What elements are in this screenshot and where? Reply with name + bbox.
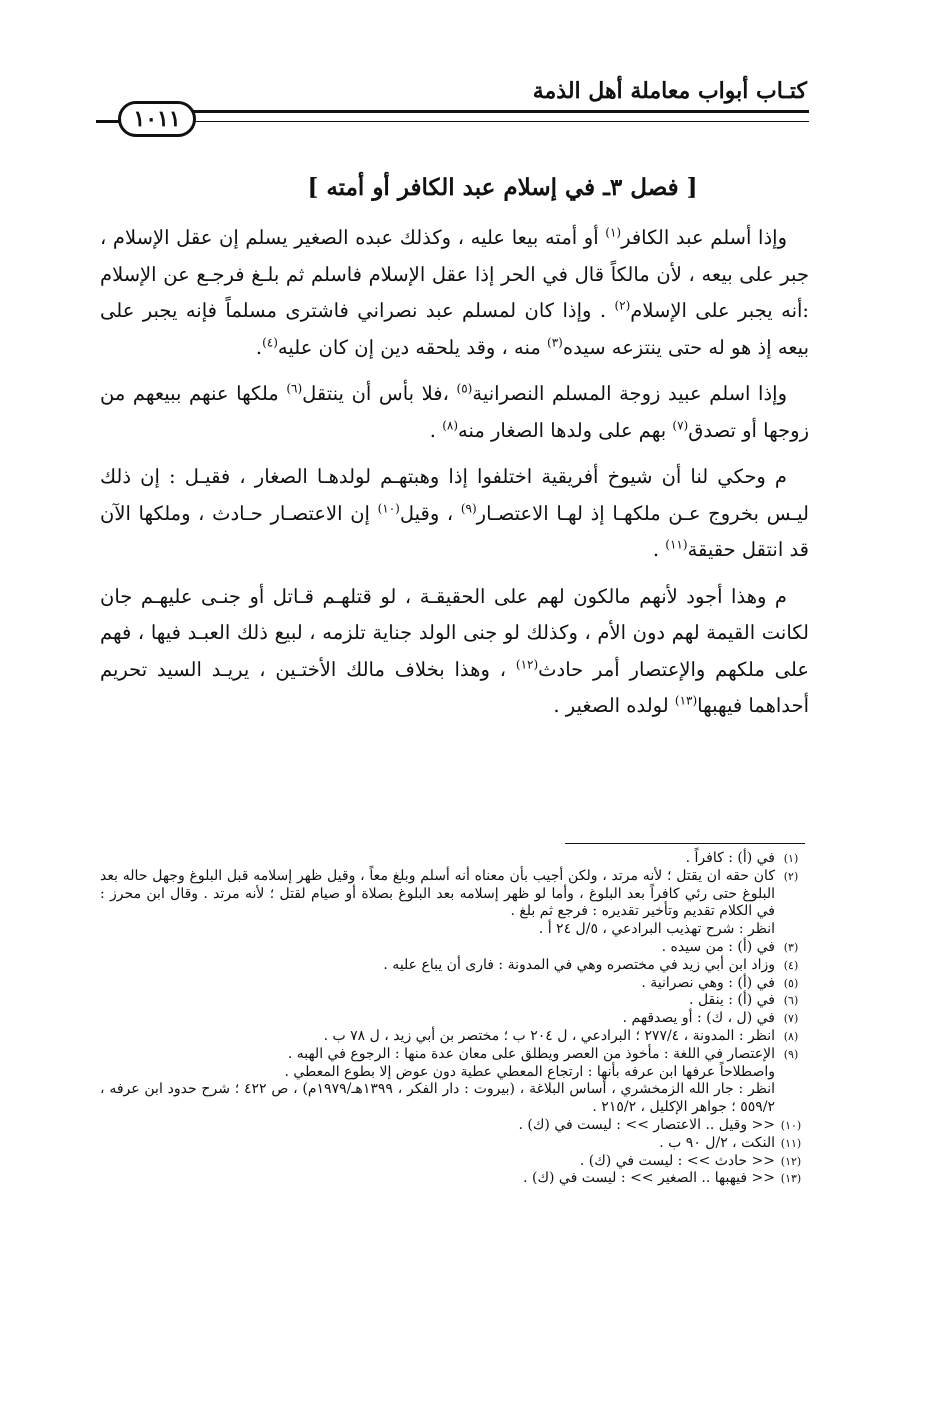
footnote-line: انظر : جار الله الزمخشري ، أساس البلاغة ، (بيروت : دار الفكر ، ١٣٩٩هـ/١٩٧٩م) ، ص ٤٢٢ ؛ شرح حدود ابن عرفه ، ٥٥٩/٢ ؛ جواهر الإكليل ، ٢١٥/٢ . [100,1081,775,1116]
footnote-ref: (١١) [665,537,688,552]
body-text-run: وإذا اسلم عبيد زوجة المسلم النصرانية [472,382,787,405]
footnote-number: (٩) [783,1047,799,1061]
footnote-ref: (١٣) [674,693,698,708]
footnote-line: << فيهبها .. الصغير >> : ليست في (ك) . [523,1170,775,1187]
body-text-run: . [652,538,666,561]
footnote [100,939,807,957]
footnote-text [100,1010,775,1028]
footnote-line: في (أ) : ينقل . [689,992,775,1009]
body-text-run: م وحكي لنا أن شيوخ أفريقية اختلفوا إذا وهبتهـم لولدهـا الصغار ، فقيـل : إن ذلك ليـس بخروج عـن ملكهـا إذ لهـا الاعتصـار [100,465,809,525]
page-number: ١٠١١ [118,101,196,137]
body-text-run: وإذا أسلم عبد الكافر [621,226,787,249]
footnote-number: (١) [783,852,799,865]
footnote-number: (٢) [783,869,799,883]
body-paragraph [100,376,809,449]
footnote-text [100,1028,775,1046]
main-text [100,220,809,735]
footnote [100,1046,807,1117]
footnote-text [100,939,775,957]
footnote-line: انظر : شرح تهذيب البرادعي ، ٥/ل ٢٤ أ . [538,921,775,938]
footnote-ref: (١٢) [515,657,539,671]
body-paragraph [100,459,809,569]
footnote-text [100,957,775,975]
footnote [100,957,807,975]
footnote-line: في (أ) : من سيده . [661,938,775,955]
footnote-line: في (ل ، ك) : أو يصدقهم . [622,1010,775,1027]
footnote-ref: (٤) [262,335,278,349]
footnote-text [100,992,775,1010]
body-text-run: ،فلا بأس أن ينتقل [302,382,457,405]
body-text-run: . وإذا كان لمسلم عبد نصراني فاشترى مسلماً فإنه يجبر على بيعه إذ هو له حتى ينتزعه سيده [100,299,809,359]
footnote [100,1135,807,1153]
footnote-text [100,1153,775,1171]
footnote-line: انظر : المدونة ، ٢٧٧/٤ ؛ البرادعي ، ل ٢٠٤ ب ؛ مختصر بن أبي زيد ، ل ٧٨ ب . [323,1027,775,1044]
footnote-line: في (أ) : وهي نصرانية . [641,974,775,991]
footnote [100,850,807,868]
footnote [100,1010,807,1028]
footnote [100,1028,807,1046]
body-text-run: م وهذا أجود لأنهم مالكون لهم على الحقيقـة ، لو قتلهـم قـاتل أو جنـى عليهـم جان لكانت القيمة لهم دون الأم ، وكذلك لو جنى الولد جناية تلزمه ، لبيع ذلك العبـد فيها ، فهم على ملكهم والإعتصار أمر حادث [100,584,809,681]
footnote-number: (١١) [780,1136,802,1150]
body-text-run: ملكها عنهم ببيعهم من زوجها أو تصدق [100,382,809,442]
footnotes [100,850,807,1188]
footnote-text [100,1170,775,1188]
footnote [100,975,807,993]
footnote-ref: (١) [605,225,622,240]
body-text-run: . [255,335,263,359]
body-text-run: لولده الصغير . [553,694,675,717]
footnote-separator [565,843,805,844]
footnote-line: واصطلاحاً عرفها ابن عرفه بأنها : ارتجاع المعطي عطية دون عوض إلا بطوع المعطي . [284,1063,775,1080]
footnote-number: (١٣) [780,1172,802,1186]
body-text-run: . [429,418,443,442]
footnote-ref: (٨) [442,418,459,432]
footnote-line: النكت ، ٢/ل ٩٠ ب . [659,1134,775,1151]
footnote-number: (٥) [783,976,799,990]
footnote-ref: (٧) [672,418,689,432]
footnote-line: كان حقه ان يقتل ؛ لأنه مرتد ، ولكن أجيب بأن معناه أنه أسلم وبلغ معاً ، وقيل ظهر إسلامه قبل البلوغ وجهل حاله بعد البلوغ حتى رئي كافراً بعد البلوغ ، وأما لو ظهر إسلامه بعد البلوغ بصلاة أو صيام لقتل ؛ لأنه مرتد . وقال ابن محرز : في الكلام تقديم وتأخير تقديره : فرجع ثم بلغ . [100,867,775,920]
section-heading: [ فصل ٣ـ في إسلام عبد الكافر أو أمته ] [307,174,698,201]
footnote [100,992,807,1010]
footnote-ref: (١٠) [377,501,400,515]
footnote-line: الإعتصار في اللغة : مأخوذ من العصر ويطلق على معان عدة منها : الرجوع في الهبه . [287,1045,775,1062]
footnote-ref: (٦) [286,381,303,396]
footnote-text [100,850,775,868]
body-text-run: منه ، وقد يلحقه دين إن كان عليه [277,335,548,359]
footnote-ref: (٢) [614,298,631,313]
footnote-text [100,1117,775,1135]
header-rule-thin [190,121,809,122]
footnote [100,1117,807,1135]
footnote-text [100,868,775,939]
body-text-run: ، وهذا بخلاف مالك الأختـين ، يريـد السيد تحريم أحداهما فيهبها [100,657,809,717]
footnote-ref: (٩) [460,501,477,515]
footnote-number: (٣) [783,940,799,954]
footnote-number: (١٢) [780,1154,802,1168]
footnote-ref: (٥) [456,381,473,396]
book-title: كتـاب أبواب معاملة أهل الذمة [532,78,807,104]
body-text-run: ، وقيل [399,501,461,525]
footnote-number: (١٠) [780,1118,802,1132]
footnote-ref: (٣) [547,335,563,349]
footnote-number: (٨) [783,1029,799,1043]
footnote-number: (٦) [783,994,799,1008]
footnote-line: << حادث >> : ليست في (ك) . [579,1152,775,1169]
footnote-text [100,975,775,993]
footnote [100,868,807,939]
body-paragraph [100,220,809,366]
body-paragraph [100,579,809,725]
footnote-text [100,1046,775,1117]
body-text-run: بهم على ولدها الصغار منه [458,418,673,442]
footnote-line: في (أ) : كافراً . [685,850,775,866]
header-rule [190,110,809,113]
body-text-run: إن الاعتصـار حـادث ، وملكها الآن قد انتقل حقيقة [100,501,809,561]
body-text-run: أو أمته بيعا عليه ، وكذلك عبده الصغير يسلم إن عقل الإسلام ، جبر على بيعه ، لأن مالكاً قال في الحر إذا عقل الإسلام فاسلم ثم بلـغ فرجـع عن الإسلام :أنه يجبر على الإسلام [100,226,809,322]
footnote-number: (٤) [783,958,799,972]
footnote [100,1170,807,1188]
footnote [100,1153,807,1171]
footnote-line: << وقيل .. الاعتصار >> : ليست في (ك) . [518,1116,775,1133]
footnote-text [100,1135,775,1153]
footnote-line: وزاد ابن أبي زيد في مختصره وهي في المدونة : فارى أن يباع عليه . [383,956,775,973]
footnote-number: (٧) [783,1012,799,1026]
